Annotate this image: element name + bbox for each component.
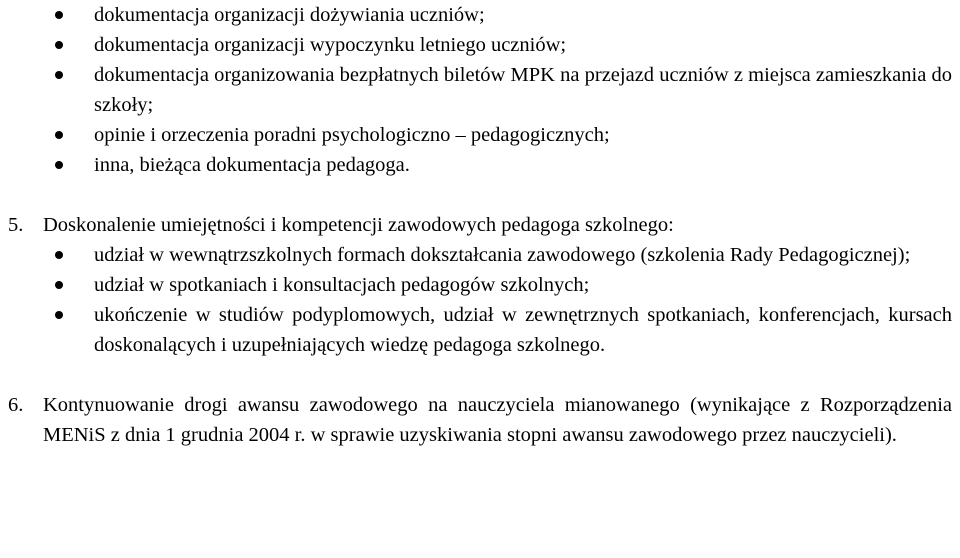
list-item <box>0 30 960 60</box>
bullet-list-top <box>0 0 960 180</box>
list-item <box>0 270 960 300</box>
section-paragraph <box>0 390 960 450</box>
spacer <box>0 180 960 210</box>
bullet-icon <box>55 71 63 79</box>
list-item-text: ukończenie w studiów podyplomowych, udział w zewnętrznych spotkaniach, konferencjach, kursach doskonalących i uzupełniających wiedzę pedagoga szkolnego. <box>94 304 952 356</box>
list-item <box>0 150 960 180</box>
list-item <box>0 240 960 270</box>
bullet-icon <box>55 311 63 319</box>
bullet-icon <box>55 281 63 289</box>
bullet-icon <box>55 41 63 49</box>
bullet-icon <box>55 11 63 19</box>
bullet-list-section-5 <box>0 240 960 360</box>
spacer <box>0 360 960 390</box>
bullet-icon <box>55 251 63 259</box>
list-item-text: opinie i orzeczenia poradni psychologiczno – pedagogicznych; <box>94 124 610 146</box>
list-item-text: dokumentacja organizacji dożywiania uczniów; <box>94 4 485 26</box>
list-item <box>0 0 960 30</box>
list-item-text: inna, bieżąca dokumentacja pedagoga. <box>94 154 410 176</box>
bullet-icon <box>55 161 63 169</box>
bullet-icon <box>55 131 63 139</box>
section-6 <box>0 390 960 450</box>
list-item-text: udział w spotkaniach i konsultacjach pedagogów szkolnych; <box>94 274 590 296</box>
section-5 <box>0 210 960 360</box>
list-item-text: dokumentacja organizacji wypoczynku letniego uczniów; <box>94 34 567 56</box>
list-item-text: dokumentacja organizowania bezpłatnych biletów MPK na przejazd uczniów z miejsca zamieszkania do szkoły; <box>94 64 952 116</box>
section-heading-text: Doskonalenie umiejętności i kompetencji zawodowych pedagoga szkolnego: <box>43 214 674 236</box>
list-item <box>0 300 960 360</box>
section-heading <box>0 210 960 240</box>
section-paragraph-text: Kontynuowanie drogi awansu zawodowego na nauczyciela mianowanego (wynikające z Rozporządzenia MENiS z dnia 1 grudnia 2004 r. w sprawie uzyskiwania stopni awansu zawodowego przez nauczycieli). <box>43 394 952 446</box>
list-item <box>0 60 960 120</box>
section-number: 5. <box>8 214 24 236</box>
section-number: 6. <box>8 394 24 416</box>
list-item <box>0 120 960 150</box>
list-item-text: udział w wewnątrzszkolnych formach dokształcania zawodowego (szkolenia Rady Pedagogicznej); <box>94 244 911 266</box>
